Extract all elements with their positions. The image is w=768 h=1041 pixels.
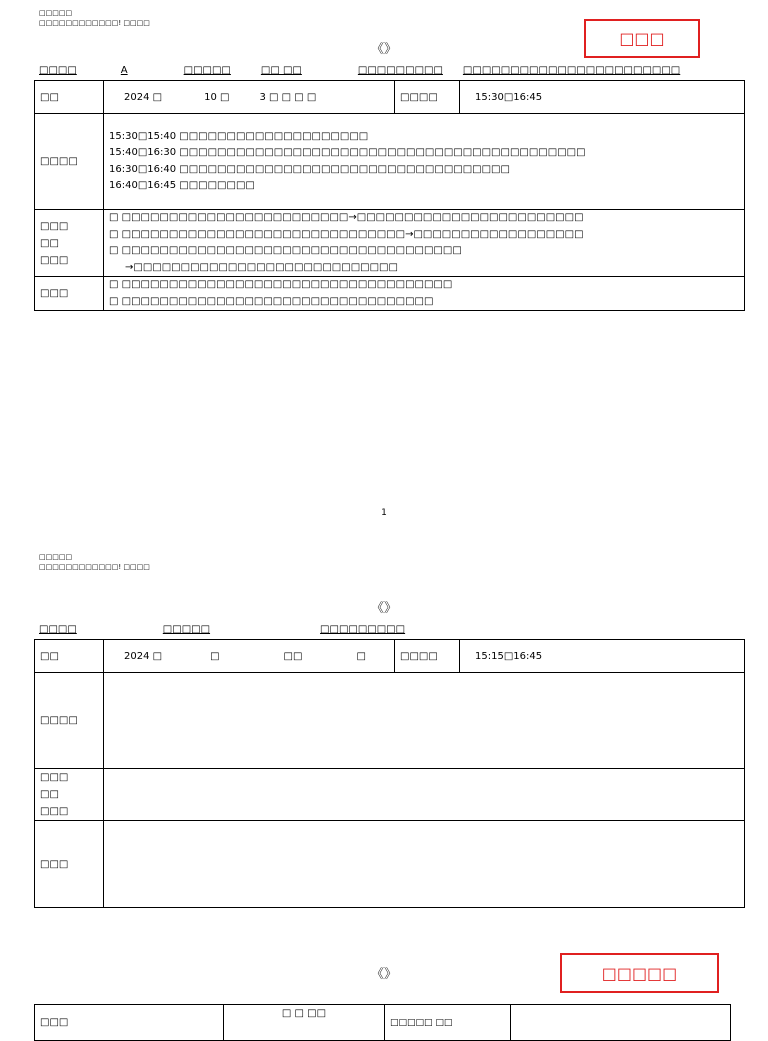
record-table-partial — [34, 1004, 731, 1041]
time-label: □□□□ — [395, 640, 460, 673]
other-label: □□□ — [35, 821, 104, 908]
header-subtitle-line: □□□□□□□□□□□□! □□□□ — [39, 19, 150, 27]
schedule-content — [104, 114, 745, 210]
schedule-row — [35, 114, 745, 210]
info-line — [39, 65, 702, 76]
info-label-theme: □□□□□□□□□ — [320, 624, 406, 635]
row-label: □□□ — [35, 1005, 224, 1041]
header-subtitle-line: □□□□□□□□□□□□! □□□□ — [39, 563, 150, 571]
info-label-teacher: □□□□□ — [183, 65, 231, 76]
stamp-text: □□□□□ — [601, 963, 678, 983]
other-row — [35, 277, 745, 311]
info-label-class: □□□□ — [39, 65, 77, 76]
reflection-label: □□□ □□ □□□ — [35, 210, 104, 277]
stamp-text: □□□ — [619, 29, 665, 48]
info-label-teacher: □□□□□ — [162, 624, 211, 635]
schedule-item: 15:40□16:30 □□□□□□□□□□□□□□□□□□□□□□□□□□□□□□□□□□□□□□□□□□□ — [109, 147, 586, 158]
schedule-item: 16:40□16:45 □□□□□□□□ — [109, 180, 255, 191]
header-school-line: □□□□□ — [39, 9, 73, 17]
schedule-label: □□□□ — [35, 114, 104, 210]
info-value-theme: □□□□□□□□□□□□□□□□□□□□□□□ — [462, 65, 681, 76]
time-label: □□□□ — [395, 81, 460, 114]
schedule-content — [104, 673, 745, 769]
reflection-content — [104, 769, 745, 821]
reflection-item: □ □□□□□□□□□□□□□□□□□□□□□□□□→□□□□□□□□□□□□□□□□□□□□□□□□ — [109, 212, 584, 223]
time-value: 15:30□16:45 — [460, 81, 745, 114]
row-right-value — [511, 1005, 731, 1041]
reflection-content — [104, 210, 745, 277]
reflection-row — [35, 210, 745, 277]
info-label-theme: □□□□□□□□□ — [357, 65, 443, 76]
date-value: 2024 □ 10 □ 3 □ □ □ □ — [104, 81, 395, 114]
other-item: □ □□□□□□□□□□□□□□□□□□□□□□□□□□□□□□□□□□□ — [109, 279, 453, 290]
other-content — [104, 821, 745, 908]
schedule-item: 16:30□16:40 □□□□□□□□□□□□□□□□□□□□□□□□□□□□□□□□□□□ — [109, 163, 510, 175]
table-row — [35, 1005, 731, 1041]
other-item: □ □□□□□□□□□□□□□□□□□□□□□□□□□□□□□□□□□ — [109, 295, 434, 307]
info-value-class: A — [120, 65, 128, 76]
reflection-label: □□□ □□ □□□ — [35, 769, 104, 821]
time-value: 15:15□16:45 — [460, 640, 745, 673]
reflection-item: →□□□□□□□□□□□□□□□□□□□□□□□□□□□□ — [125, 261, 398, 273]
other-content — [104, 277, 745, 311]
activity-record-table — [34, 80, 745, 311]
date-label: □□ — [35, 640, 104, 673]
reflection-row — [35, 769, 745, 821]
date-row — [35, 81, 745, 114]
activity-record-table — [34, 639, 745, 908]
reflection-item: □ □□□□□□□□□□□□□□□□□□□□□□□□□□□□□□□□□□□□ — [109, 245, 462, 256]
info-label-class: □□□□ — [39, 624, 77, 635]
info-line — [39, 624, 667, 635]
other-label: □□□ — [35, 277, 104, 311]
red-stamp-box — [560, 953, 719, 993]
row-right-label: □□□□□ □□ — [385, 1005, 511, 1041]
page-title: 《》 — [370, 967, 397, 982]
other-row — [35, 821, 745, 908]
page-number: 1 — [381, 508, 387, 518]
page-title: 《》 — [370, 601, 397, 616]
info-value-teacher: □□ □□ — [260, 65, 302, 76]
row-middle: □ □ □□ — [224, 1005, 385, 1041]
page-title: 《》 — [370, 42, 397, 57]
date-label: □□ — [35, 81, 104, 114]
schedule-item: 15:30□15:40 □□□□□□□□□□□□□□□□□□□□ — [109, 130, 369, 142]
header-school-line: □□□□□ — [39, 553, 73, 561]
date-row — [35, 640, 745, 673]
schedule-label: □□□□ — [35, 673, 104, 769]
schedule-row — [35, 673, 745, 769]
date-value: 2024 □ □ □□ □ — [104, 640, 395, 673]
reflection-item: □ □□□□□□□□□□□□□□□□□□□□□□□□□□□□□□→□□□□□□□□□□□□□□□□□□ — [109, 228, 584, 240]
